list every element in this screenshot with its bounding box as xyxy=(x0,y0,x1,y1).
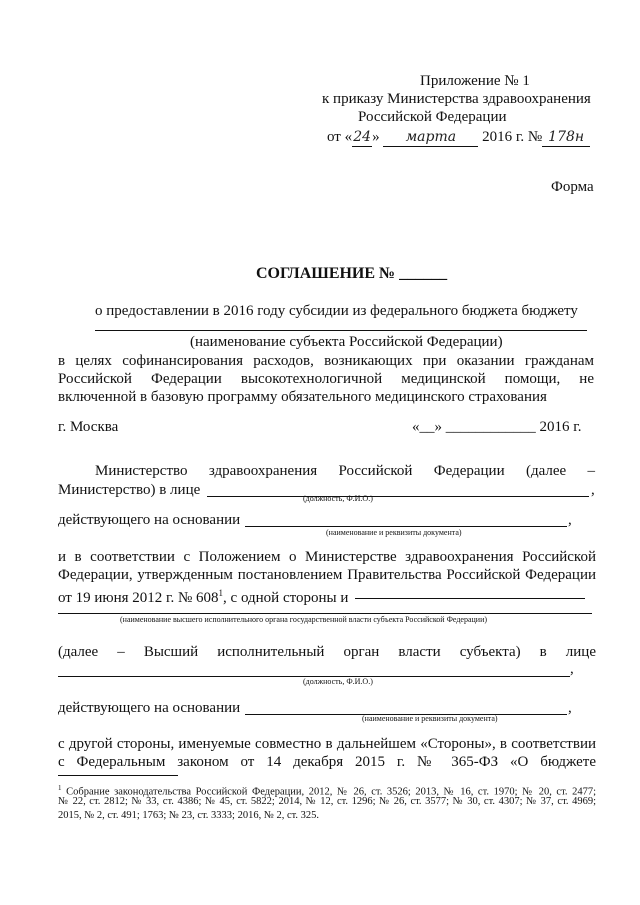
party2-basis-caption: (наименование и реквизиты документа) xyxy=(362,714,498,723)
date-day-blank: __ xyxy=(419,419,435,435)
party2-line-1: (далее – Высший исполнительный орган власти субъекта) в лице xyxy=(58,644,596,660)
regulation-line-2: Федерации, утвержденным постановлением Правительства Российской Федерации xyxy=(58,567,596,583)
date-year: 2016 г. № xyxy=(482,129,543,145)
footnote-line-3: 2015, № 2, ст. 491; 1763; № 23, ст. 3333; 2016, № 2, ст. 325. xyxy=(58,810,320,821)
place: г. Москва xyxy=(58,419,119,435)
footnote-separator xyxy=(58,775,178,776)
order-date-line xyxy=(327,128,590,147)
agreement-title xyxy=(256,265,447,283)
appendix-label: Приложение № 1 xyxy=(420,73,530,89)
date-open-quote: « xyxy=(412,419,420,435)
federation-label: Российской Федерации xyxy=(358,109,507,125)
date-month-blank: ____________ xyxy=(445,419,536,435)
party1-line-2-suffix: , xyxy=(591,482,595,498)
party1-position-caption: (должность, Ф.И.О.) xyxy=(303,494,373,503)
handwritten-month: марта xyxy=(383,128,478,147)
subject-line xyxy=(95,330,587,331)
party1-basis-line xyxy=(245,526,567,527)
closing-line-1: с другой стороны, именуемые совместно в дальнейшем «Стороны», в соответствии xyxy=(58,736,596,752)
date-year: 2016 г. xyxy=(539,419,582,435)
footnote-text-1: Собрание законодательства Российской Федерации, 2012, № 26, ст. 3526; 2013, № 16, ст. 1970; № 20, ст. 2477; xyxy=(66,786,596,798)
date-close-quote: » xyxy=(434,419,442,435)
agreement-date xyxy=(412,418,581,436)
party1-position-line xyxy=(207,496,589,497)
organ-caption: (наименование высшего исполнительного органа государственной власти субъекта Российской Федерации) xyxy=(120,615,488,624)
party2-line-2-suffix: , xyxy=(570,661,574,677)
party2-position-caption: (должность, Ф.И.О.) xyxy=(303,677,373,686)
regulation-suffix: , с одной стороны и xyxy=(223,590,349,606)
regulation-line-3 xyxy=(58,584,348,607)
party1-line-2-prefix: Министерство) в лице xyxy=(58,482,201,498)
party1-line-1: Министерство здравоохранения Российской Федерации (далее – xyxy=(95,463,595,479)
footnote-line-2: № 22, ст. 2812; № 33, ст. 4386; № 45, ст. 5822; 2014, № 12, ст. 1296; № 26, ст. 3577; № 30, ст. 4307; № 37, ст. 4969; xyxy=(58,796,596,807)
party1-basis-suffix: , xyxy=(568,512,572,528)
party2-basis-suffix: , xyxy=(568,700,572,716)
purpose-line-1: в целях софинансирования расходов, возникающих при оказании гражданам xyxy=(58,353,594,369)
purpose-line-2: Российской Федерации высокотехнологичной медицинской помощи, не xyxy=(58,371,594,387)
party1-basis-prefix: действующего на основании xyxy=(58,512,241,528)
purpose-line-3: включенной в базовую программу обязательного медицинского страхования xyxy=(58,389,547,405)
party2-basis-prefix: действующего на основании xyxy=(58,700,241,716)
organ-name-line-b xyxy=(58,613,592,614)
form-label: Форма xyxy=(551,179,594,195)
handwritten-number: 178н xyxy=(542,128,590,147)
order-reference: к приказу Министерства здравоохранения xyxy=(322,91,591,107)
closing-line-2: с Федеральным законом от 14 декабря 2015 г. № 365-ФЗ «О бюджете xyxy=(58,754,596,770)
date-prefix: от « xyxy=(327,129,353,145)
footnote-ref: 1 xyxy=(218,588,224,598)
subtitle: о предоставлении в 2016 году субсидии из федерального бюджета бюджету xyxy=(95,303,578,319)
party1-basis-caption: (наименование и реквизиты документа) xyxy=(326,528,462,537)
regulation-decree: от 19 июня 2012 г. № 608 xyxy=(58,590,219,606)
organ-name-line-a xyxy=(355,598,585,599)
footnote-number: 1 xyxy=(58,784,62,792)
title-number-blank: ______ xyxy=(399,265,448,282)
title-text: СОГЛАШЕНИЕ № xyxy=(256,265,396,282)
date-mid: » xyxy=(372,129,380,145)
handwritten-day: 24 xyxy=(353,129,372,145)
subject-caption: (наименование субъекта Российской Федерации) xyxy=(190,334,503,350)
regulation-line-1: и в соответствии с Положением о Министерстве здравоохранения Российской xyxy=(58,549,596,565)
